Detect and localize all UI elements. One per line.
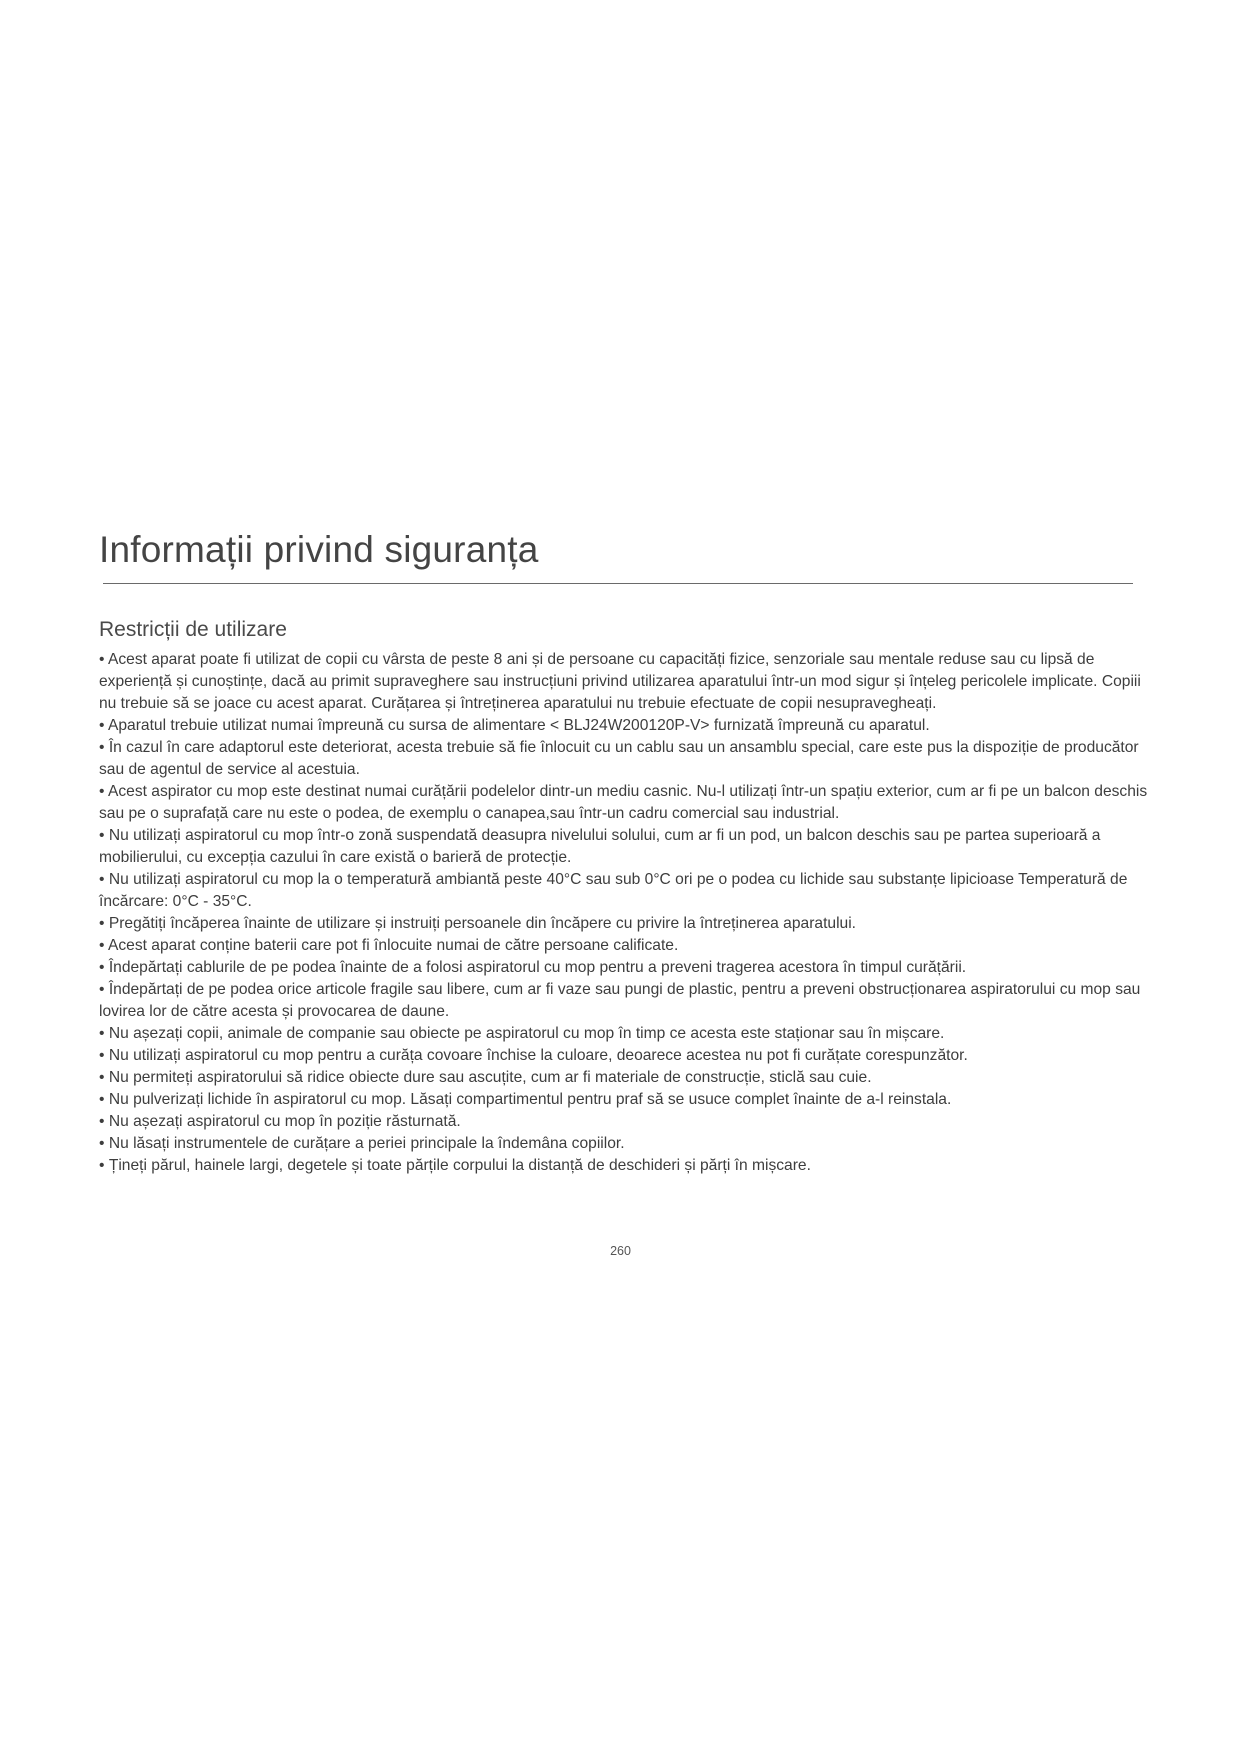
bullet-marker: • bbox=[99, 1025, 105, 1043]
list-item bbox=[99, 1089, 1149, 1111]
title-divider bbox=[103, 583, 1133, 584]
list-item-text: Nu așezați aspiratorul cu mop în poziție răsturnată. bbox=[108, 1113, 461, 1131]
list-item bbox=[99, 935, 1149, 957]
list-item-text: Pregătiți încăperea înainte de utilizare și instruiți persoanele din încăpere cu privire la întreținerea aparatului. bbox=[108, 915, 857, 933]
restrictions-list bbox=[99, 649, 1149, 1177]
list-item bbox=[99, 1045, 1149, 1067]
bullet-marker: • bbox=[99, 1091, 105, 1109]
list-item bbox=[99, 825, 1149, 869]
list-item bbox=[99, 913, 1149, 935]
list-item-text: Nu permiteți aspiratorului să ridice obiecte dure sau ascuțite, cum ar fi materiale de construcție, sticlă sau cuie. bbox=[108, 1069, 872, 1087]
list-item-text: Nu utilizați aspiratorul cu mop la o temperatură ambiantă peste 40°C sau sub 0°C ori pe o podea cu lichide sau substanțe lipicioase Temperatură de încărcare: 0°C - 35°C. bbox=[99, 871, 1128, 911]
list-item-text: Nu așezați copii, animale de companie sau obiecte pe aspiratorul cu mop în timp ce acesta este staționar sau în mișcare. bbox=[108, 1025, 945, 1043]
list-item bbox=[99, 1023, 1149, 1045]
bullet-marker: • bbox=[99, 651, 105, 669]
list-item bbox=[99, 957, 1149, 979]
bullet-marker: • bbox=[99, 1069, 105, 1087]
page-title: Informații privind siguranța bbox=[99, 529, 539, 570]
section-heading: Restricții de utilizare bbox=[99, 618, 287, 641]
list-item-text: Aparatul trebuie utilizat numai împreună cu sursa de alimentare < BLJ24W200120P-V> furnizată împreună cu aparatul. bbox=[107, 717, 930, 735]
list-item bbox=[99, 1067, 1149, 1089]
list-item-text: Acest aparat poate fi utilizat de copii cu vârsta de peste 8 ani și de persoane cu capacități fizice, senzoriale sau mentale reduse sau cu lipsă de experiență și cunoștințe, dacă au primit supraveghere sau instrucțiuni privind utilizarea aparatului într-un mod sigur și înțeleg pericolele implicate. Copiii nu trebuie să se joace cu acest aparat. Curățarea și întreținerea aparatului nu trebuie efectuate de copii nesupravegheați. bbox=[99, 651, 1141, 713]
list-item-text: Îndepărtați de pe podea orice articole fragile sau libere, cum ar fi vaze sau pungi de plastic, pentru a preveni obstrucționarea aspiratorului cu mop sau lovirea lor de către acesta și provocarea de daune. bbox=[99, 981, 1141, 1021]
list-item bbox=[99, 1111, 1149, 1133]
list-item-text: În cazul în care adaptorul este deteriorat, acesta trebuie să fie înlocuit cu un cablu sau un ansamblu special, care este pus la dispoziție de producător sau de agentul de service al acestuia. bbox=[99, 739, 1139, 779]
bullet-marker: • bbox=[99, 959, 105, 977]
list-item-text: Îndepărtați cablurile de pe podea înainte de a folosi aspiratorul cu mop pentru a preveni tragerea acestora în timpul curățării. bbox=[108, 959, 967, 977]
list-item bbox=[99, 737, 1149, 781]
list-item-text: Acest aspirator cu mop este destinat numai curățării podelelor dintr-un mediu casnic. Nu-l utilizați într-un spațiu exterior, cum ar fi pe un balcon deschis sau pe o suprafață care nu este o podea, de exemplu o canapea,sau într-un cadru comercial sau industrial. bbox=[99, 783, 1148, 823]
list-item bbox=[99, 781, 1149, 825]
bullet-marker: • bbox=[99, 827, 105, 845]
bullet-marker: • bbox=[99, 717, 105, 735]
list-item-text: Nu lăsați instrumentele de curățare a periei principale la îndemâna copiilor. bbox=[108, 1135, 625, 1153]
bullet-marker: • bbox=[99, 915, 105, 933]
bullet-marker: • bbox=[99, 1113, 105, 1131]
bullet-marker: • bbox=[99, 739, 105, 757]
list-item-text: Acest aparat conține baterii care pot fi înlocuite numai de către persoane calificate. bbox=[107, 937, 679, 955]
list-item-text: Țineți părul, hainele largi, degetele și toate părțile corpului la distanță de deschideri și părți în mișcare. bbox=[108, 1157, 811, 1175]
bullet-marker: • bbox=[99, 1135, 105, 1153]
page-number: 260 bbox=[610, 1244, 631, 1258]
bullet-marker: • bbox=[99, 981, 105, 999]
bullet-marker: • bbox=[99, 871, 105, 889]
list-item bbox=[99, 979, 1149, 1023]
bullet-marker: • bbox=[99, 1047, 105, 1065]
list-item bbox=[99, 1155, 1149, 1177]
list-item bbox=[99, 869, 1149, 913]
list-item-text: Nu utilizați aspiratorul cu mop pentru a curăța covoare închise la culoare, deoarece acestea nu pot fi curățate corespunzător. bbox=[108, 1047, 968, 1065]
list-item bbox=[99, 715, 1149, 737]
bullet-marker: • bbox=[99, 1157, 105, 1175]
usage-restrictions-section bbox=[99, 617, 1149, 1177]
list-item bbox=[99, 649, 1149, 715]
list-item-text: Nu pulverizați lichide în aspiratorul cu mop. Lăsați compartimentul pentru praf să se usuce complet înainte de a-l reinstala. bbox=[108, 1091, 952, 1109]
bullet-marker: • bbox=[99, 783, 105, 801]
bullet-marker: • bbox=[99, 937, 105, 955]
list-item bbox=[99, 1133, 1149, 1155]
list-item-text: Nu utilizați aspiratorul cu mop într-o zonă suspendată deasupra nivelului solului, cum ar fi un pod, un balcon deschis sau pe partea superioară a mobilierului, cu excepția cazului în care există o barieră de protecție. bbox=[99, 827, 1101, 867]
